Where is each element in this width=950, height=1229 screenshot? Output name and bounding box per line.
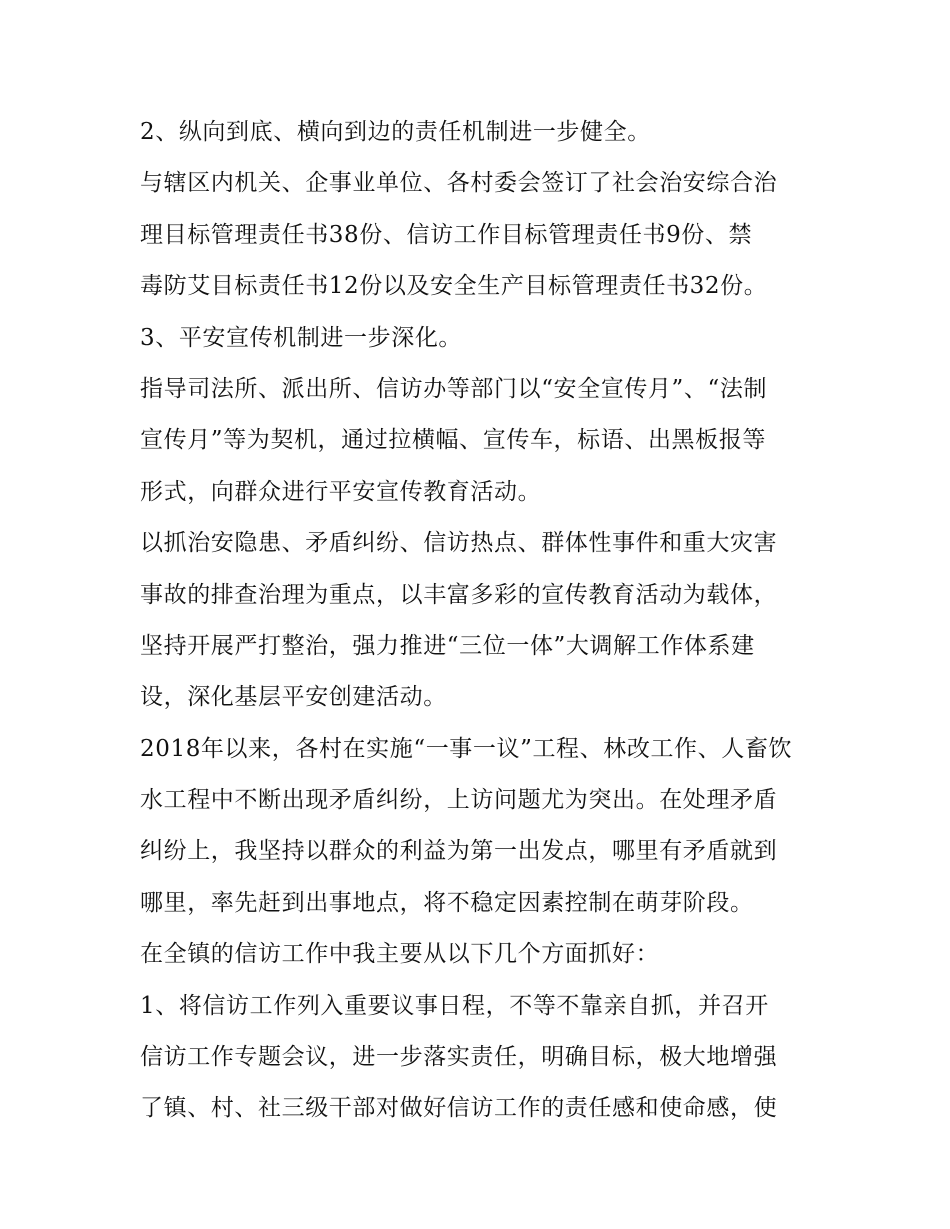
text-line: 指导司法所、派出所、信访办等部门以“安全宣传月”、“法制 [140, 375, 768, 402]
document-body [140, 107, 820, 1135]
text-line: 形式，向群众进行平安宣传教育活动。 [140, 478, 542, 505]
text-line: 信访工作专题会议，进一步落实责任，明确目标，极大地增强 [140, 1044, 778, 1071]
text-line: 1、将信访工作列入重要议事日程，不等不靠亲自抓，并召开 [140, 992, 769, 1019]
text-line: 坚持开展严打整治，强力推进“三位一体”大调解工作体系建 [140, 632, 755, 659]
text-line: 水工程中不断出现矛盾纠纷，上访问题尤为突出。在处理矛盾 [140, 787, 778, 814]
text-line: 2018年以来，各村在实施“一事一议”工程、林改工作、人畜饮 [140, 735, 793, 762]
text-line: 3、平安宣传机制进一步深化。 [140, 324, 463, 351]
text-line: 纠纷上，我坚持以群众的利益为第一出发点，哪里有矛盾就到 [140, 838, 778, 865]
text-line: 了镇、村、社三级干部对做好信访工作的责任感和使命感，使 [140, 1095, 778, 1122]
text-line: 在全镇的信访工作中我主要从以下几个方面抓好： [140, 941, 660, 968]
text-line: 理目标管理责任书38份、信访工作目标管理责任书9份、禁 [140, 221, 753, 248]
text-line: 设，深化基层平安创建活动。 [140, 684, 447, 711]
text-line: 以抓治安隐患、矛盾纠纷、信访热点、群体性事件和重大灾害 [140, 530, 778, 557]
text-line: 事故的排查治理为重点，以丰富多彩的宣传教育活动为载体， [140, 581, 778, 608]
text-line: 宣传月”等为契机，通过拉横幅、宣传车，标语、出黑板报等 [140, 427, 766, 454]
text-line: 哪里，率先赶到出事地点，将不稳定因素控制在萌芽阶段。 [140, 889, 754, 916]
text-line: 与辖区内机关、企事业单位、各村委会签订了社会治安综合治 [140, 170, 778, 197]
text-line: 2、纵向到底、横向到边的责任机制进一步健全。 [140, 119, 651, 145]
text-line: 毒防艾目标责任书12份以及安全生产目标管理责任书32份。 [140, 273, 768, 300]
